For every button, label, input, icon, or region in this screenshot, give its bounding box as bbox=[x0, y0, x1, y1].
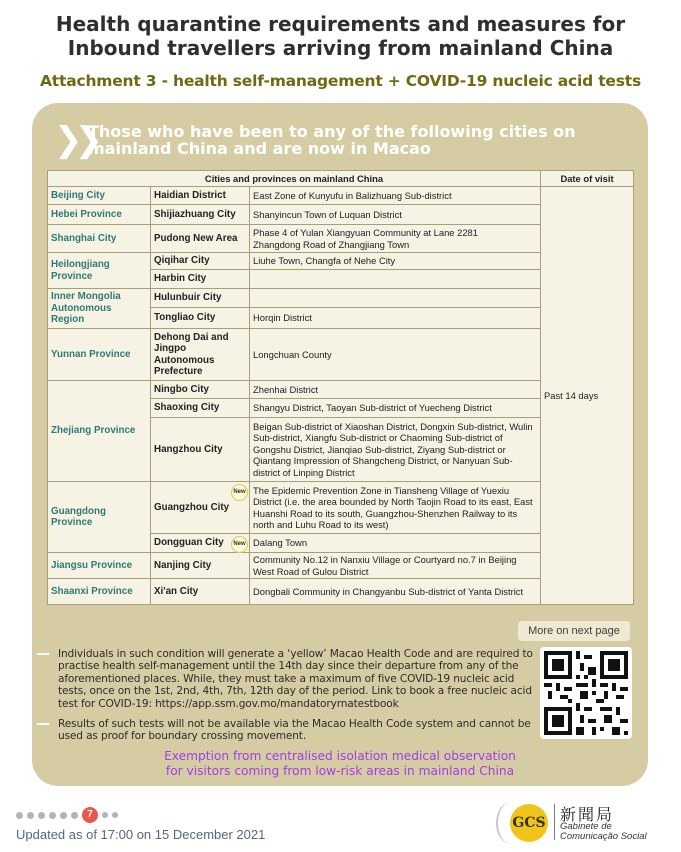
province-cell: Heilongjiang Province bbox=[48, 253, 151, 289]
district-cell bbox=[250, 225, 541, 253]
city-cell: Shaoxing City bbox=[151, 399, 250, 418]
page-title bbox=[0, 12, 681, 60]
district-cell: Dongbali Community in Changyanbu Sub-district of Yanta District bbox=[250, 579, 541, 605]
province-cell: Inner Mongolia Autonomous Region bbox=[48, 289, 151, 329]
page-dot[interactable] bbox=[102, 812, 108, 818]
table-row bbox=[48, 187, 634, 205]
qr-code-icon bbox=[544, 651, 628, 735]
list-item bbox=[36, 718, 536, 743]
new-badge: New bbox=[231, 484, 248, 501]
page-dot[interactable] bbox=[38, 812, 45, 819]
city-cell: Tongliao City bbox=[151, 308, 250, 329]
city-cell: Pudong New Area bbox=[151, 225, 250, 253]
gcs-logo bbox=[496, 798, 676, 846]
current-page-badge[interactable]: 7 bbox=[82, 807, 98, 823]
district-line: Phase 4 of Yulan Xiangyuan Community at Lane 2281 bbox=[253, 227, 478, 239]
new-badge: New bbox=[231, 536, 248, 553]
title-line-2: Inbound travellers arriving from mainland China bbox=[67, 36, 614, 60]
district-cell: Liuhe Town, Changfa of Nehe City bbox=[250, 253, 541, 270]
logo-pt-line: Gabinete de bbox=[560, 821, 612, 832]
city-cell: Ningbo City bbox=[151, 381, 250, 399]
page-dot[interactable] bbox=[71, 812, 78, 819]
city-cell: Qiqihar City bbox=[151, 253, 250, 270]
city-cell: Shijiazhuang City bbox=[151, 205, 250, 225]
logo-portuguese-name bbox=[560, 822, 680, 842]
district-cell: Horqin District bbox=[250, 308, 541, 329]
district-cell bbox=[250, 289, 541, 308]
double-chevron-icon: ❯❯ bbox=[54, 120, 95, 160]
title-line-1: Health quarantine requirements and measures for bbox=[55, 12, 626, 36]
city-name: Guangzhou City bbox=[154, 501, 230, 513]
updated-timestamp: Updated as of 17:00 on 15 December 2021 bbox=[16, 827, 266, 842]
city-cell: Harbin City bbox=[151, 270, 250, 289]
city-cell: Nanjing City bbox=[151, 553, 250, 579]
exemption-notice bbox=[32, 749, 648, 779]
province-cell: Guangdong Province bbox=[48, 482, 151, 553]
district-cell: Community No.12 in Nanxiu Village or Courtyard no.7 in Beijing West Road of Gulou District bbox=[250, 553, 541, 579]
qr-code[interactable] bbox=[540, 647, 632, 739]
heading-line-1: Those who have been to any of the following cities on bbox=[88, 122, 576, 141]
page-dot[interactable] bbox=[49, 812, 56, 819]
col-header-places: Cities and provinces on mainland China bbox=[48, 171, 541, 187]
city-cell bbox=[151, 482, 250, 534]
city-cell: Haidian District bbox=[151, 187, 250, 205]
logo-mark-icon: GCS bbox=[510, 804, 548, 842]
heading-line-2: mainland China and are now in Macao bbox=[88, 139, 431, 158]
city-cell: Xi'an City bbox=[151, 579, 250, 605]
page-subtitle: Attachment 3 - health self-management + COVID-19 nucleic acid tests bbox=[40, 72, 641, 90]
col-header-date: Date of visit bbox=[541, 171, 634, 187]
district-cell: Shangyu District, Taoyan Sub-district of Yuecheng District bbox=[250, 399, 541, 418]
more-on-next-page-button[interactable]: More on next page bbox=[518, 621, 630, 641]
city-cell: Hangzhou City bbox=[151, 418, 250, 482]
logo-chinese-name: 新聞局 bbox=[560, 807, 615, 824]
dash-bullet-icon: — bbox=[36, 716, 50, 733]
content-panel bbox=[32, 103, 648, 786]
district-cell bbox=[250, 270, 541, 289]
province-cell: Yunnan Province bbox=[48, 329, 151, 381]
logo-divider bbox=[554, 804, 555, 840]
district-cell: Shanyincun Town of Luquan District bbox=[250, 205, 541, 225]
province-cell: Zhejiang Province bbox=[48, 381, 151, 482]
note-text: Individuals in such condition will generate a ‘yellow’ Macao Health Code and are required to practise health self-management until the 14th day since their departure from any of the aforementioned places. While, they must take a maximum of five COVID-19 nucleic acid tests, once on the 1st, 2nd, 4th, 7th, 12th day of the period. Link to book a free nucleic acid test for COVID-19: https://app.ssm.gov.mo/mandatoryrnatestbook bbox=[58, 648, 533, 710]
exemption-line-2: for visitors coming from low-risk areas in mainland China bbox=[165, 764, 515, 778]
district-cell: Beigan Sub-district of Xiaoshan District, Dongxin Sub-district, Wulin Sub-district, Xiangfu Sub-district or Chaoming Sub-district of Gongshu District, Jianqiao Sub-district, Ziyang Sub-district or Qiantang Impression of Shangcheng District, or Nanyuan Sub-district of Linping District bbox=[250, 418, 541, 482]
exemption-line-1: Exemption from centralised isolation medical observation bbox=[164, 749, 516, 763]
page-dot[interactable] bbox=[16, 812, 23, 819]
province-cell: Hebei Province bbox=[48, 205, 151, 225]
district-cell: Longchuan County bbox=[250, 329, 541, 381]
dash-bullet-icon: — bbox=[36, 646, 50, 662]
page-dot[interactable] bbox=[112, 812, 118, 818]
date-of-visit-cell: Past 14 days bbox=[541, 187, 634, 605]
table-header-row bbox=[48, 171, 634, 187]
city-cell bbox=[151, 534, 250, 553]
page-dot[interactable] bbox=[27, 812, 34, 819]
notes-list bbox=[36, 648, 536, 751]
page-indicator bbox=[16, 807, 118, 823]
district-cell: The Epidemic Prevention Zone in Tiansheng Village of Yuexiu District (i.e. the area bounded by North Taojin Road to its east, East Huanshi Road to its south, Guangzhou-Shenzhen Railway to its north and Luhu Road to its west) bbox=[250, 482, 541, 534]
note-text: Results of such tests will not be available via the Macao Health Code system and cannot be used as proof for boundary crossing movement. bbox=[58, 718, 531, 743]
province-cell: Shaanxi Province bbox=[48, 579, 151, 605]
province-cell: Beijing City bbox=[48, 187, 151, 205]
district-cell: Zhenhai District bbox=[250, 381, 541, 399]
province-cell: Shanghai City bbox=[48, 225, 151, 253]
cities-table bbox=[47, 170, 634, 605]
province-cell: Jiangsu Province bbox=[48, 553, 151, 579]
logo-pt-line: Comunicação Social bbox=[560, 831, 647, 842]
city-cell: Hulunbuir City bbox=[151, 289, 250, 308]
district-line: Zhangdong Road of Zhangjiang Town bbox=[253, 238, 410, 250]
district-cell: Dalang Town bbox=[250, 534, 541, 553]
district-cell: East Zone of Kunyufu in Balizhuang Sub-district bbox=[250, 187, 541, 205]
city-name: Dongguan City bbox=[154, 537, 224, 549]
city-cell: Dehong Dai and Jingpo Autonomous Prefecture bbox=[151, 329, 250, 381]
page-dot[interactable] bbox=[60, 812, 67, 819]
list-item bbox=[36, 648, 536, 710]
